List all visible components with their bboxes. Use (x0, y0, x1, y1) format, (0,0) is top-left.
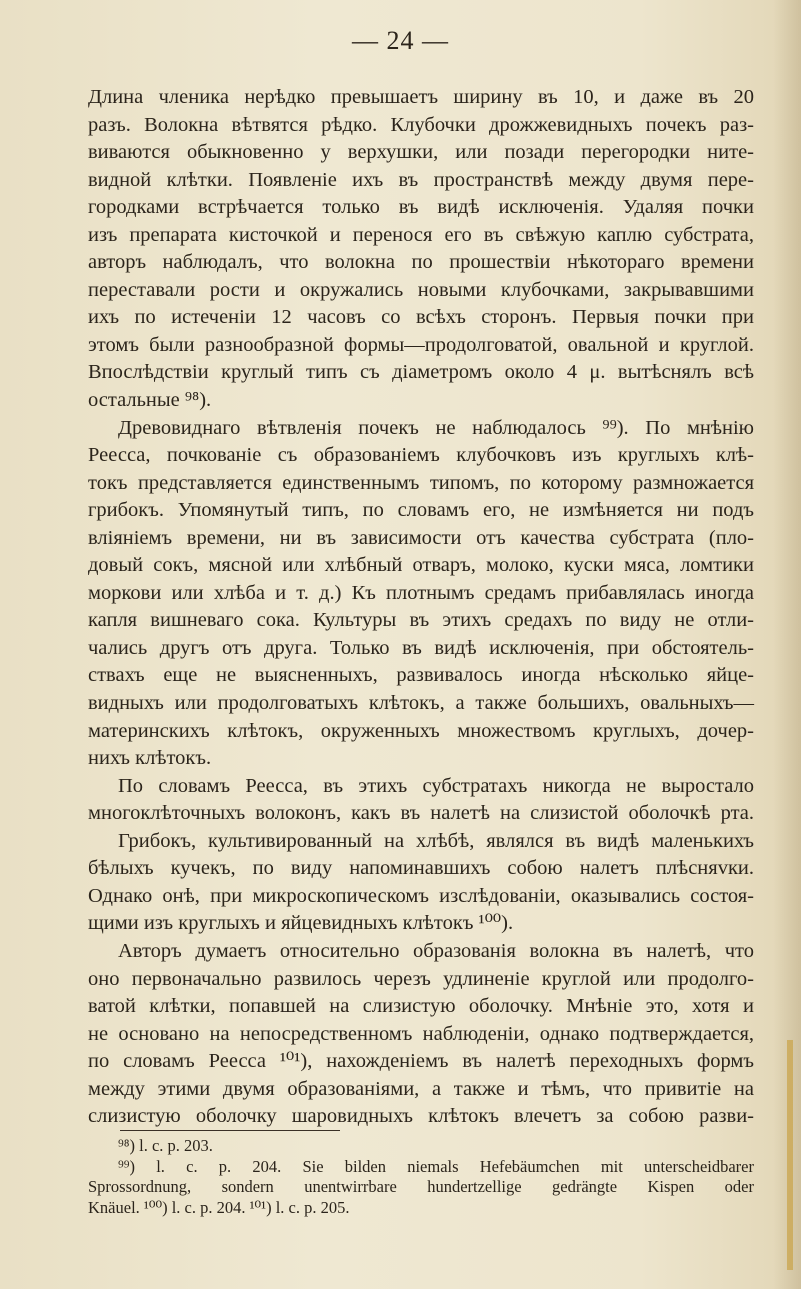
body-text-line: ихъ по истеченіи 12 часовъ со всѣхъ сторонъ. Первыя почки при (88, 306, 754, 329)
body-text-line: Длина членика нерѣдко превышаетъ ширину въ 10, и даже въ 20 (88, 86, 754, 108)
body-text-line: довый сокъ, мясной или хлѣбный отваръ, молоко, куски мяса, ломтики (88, 554, 754, 577)
body-text-line: материнскихъ клѣтокъ, окруженныхъ множествомъ круглыхъ, дочер- (88, 719, 754, 742)
body-text-line: Впослѣдствіи круглый типъ съ діаметромъ около 4 μ. вытѣснялъ всѣ (88, 361, 754, 384)
body-text-line: виваются обыкновенно у верхушки, или позади перегородки ните- (88, 141, 754, 164)
body-text-line: бѣлыхъ кучекъ, по виду напоминавшихъ собою налетъ плѣсняvки. (88, 857, 754, 880)
body-text-line: городками встрѣчается только въ видѣ исключенія. Удаляя почки (88, 196, 754, 219)
footnote-line: ⁹⁹) l. c. p. 204. Sie bilden niemals Hefebäumchen mit unterscheidbarer (118, 1156, 754, 1176)
body-text-line: Реесса, почкованіе съ образованіемъ клубочковъ изъ круглыхъ клѣ- (88, 444, 754, 467)
body-text-line: нихъ клѣтокъ. (88, 747, 212, 770)
body-text-line: щими изъ круглыхъ и яйцевидныхъ клѣтокъ ¹⁰⁰). (88, 912, 514, 935)
body-text-line: ствахъ еще не выясненныхъ, развивалось иногда нѣсколько яйце- (88, 664, 754, 687)
body-text-line: остальные ⁹⁸). (88, 389, 212, 412)
page-edge-stain (787, 1040, 793, 1270)
body-text-line: Древовиднаго вѣтвленія почекъ не наблюдалось ⁹⁹). По мнѣнію (118, 416, 754, 439)
page-number: — 24 — (352, 26, 449, 55)
body-text-line: этомъ были разнообразной формы—продолговатой, овальной и круглой. (88, 333, 754, 356)
body-text-line: токъ представляется единственнымъ типомъ, по которому размножается (88, 471, 754, 494)
body-text-line: не основано на непосредственномъ наблюденіи, однако подтверждается, (88, 1022, 754, 1045)
body-text-line: изъ препарата кисточкой и перенося его въ свѣжую каплю субстрата, (88, 223, 754, 246)
footnote-line: Sprossordnung, sondern unentwirrbare hundertzellige gedrängte Kispen oder (88, 1177, 754, 1196)
body-text-line: чались другъ отъ друга. Только въ видѣ исключенія, при обстоятель- (88, 636, 754, 659)
body-text-line: ватой клѣтки, попавшей на слизистую оболочку. Мнѣніе это, хотя и (88, 995, 754, 1018)
body-text-line: Авторъ думаетъ относительно образованія волокна въ налетѣ, что (118, 939, 754, 962)
body-text-line: слизистую оболочку шаровидныхъ клѣтокъ влечетъ за собою разви- (88, 1105, 754, 1128)
body-text-line: по словамъ Реесса ¹⁰¹), нахожденіемъ въ налетѣ переходныхъ формъ (88, 1050, 754, 1073)
body-text-line: Однако онѣ, при микроскопическомъ изслѣдованіи, оказывались состоя- (88, 884, 754, 907)
body-text-line: По словамъ Реесса, въ этихъ субстратахъ никогда не выростало (118, 774, 754, 797)
body-text-line: между этими двумя образованіями, а также и тѣмъ, что привитіе на (88, 1077, 754, 1100)
body-text-line: вліяніемъ времени, ни въ зависимости отъ качества субстрата (пло- (88, 526, 754, 549)
body-text-line: видной клѣтки. Появленіе ихъ въ пространствѣ между двумя пере- (88, 168, 754, 191)
footnote-line: Knäuel. ¹⁰⁰) l. c. p. 204. ¹⁰¹) l. c. p. 205. (88, 1197, 350, 1217)
body-text-line: разъ. Волокна вѣтвятся рѣдко. Клубочки дрожжевидныхъ почекъ раз- (88, 113, 754, 136)
body-text-line: капля вишневаго сока. Культуры въ этихъ средахъ по виду не отли- (88, 609, 754, 632)
footnote-line: ⁹⁸) l. c. p. 203. (118, 1136, 213, 1155)
body-text-line: переставали рости и окружались новыми клубочками, закрывавшими (88, 278, 754, 301)
footnotes (88, 1136, 754, 1218)
body-text-line: авторъ наблюдалъ, что волокна по прошествіи нѣкотораго времени (88, 251, 754, 274)
body-text-line: Грибокъ, культивированный на хлѣбѣ, являлся въ видѣ маленькихъ (118, 829, 754, 852)
body-text-line: многоклѣточныхъ волоконъ, какъ въ налетѣ на слизистой оболочкѣ рта. (88, 802, 754, 825)
body-text-line: моркови или хлѣба и т. д.) Къ плотнымъ средамъ прибавлялась иногда (88, 581, 754, 604)
body-text-line: оно первоначально развилось черезъ удлиненіе круглой или продолго- (88, 967, 754, 990)
body-text-line: видныхъ или продолговатыхъ клѣтокъ, а также большихъ, овальныхъ— (88, 692, 754, 715)
body-text (88, 84, 754, 1131)
body-text-line: грибокъ. Упомянутый типъ, по словамъ его, не измѣняется ни подъ (88, 499, 754, 522)
footnote-rule (120, 1130, 340, 1131)
